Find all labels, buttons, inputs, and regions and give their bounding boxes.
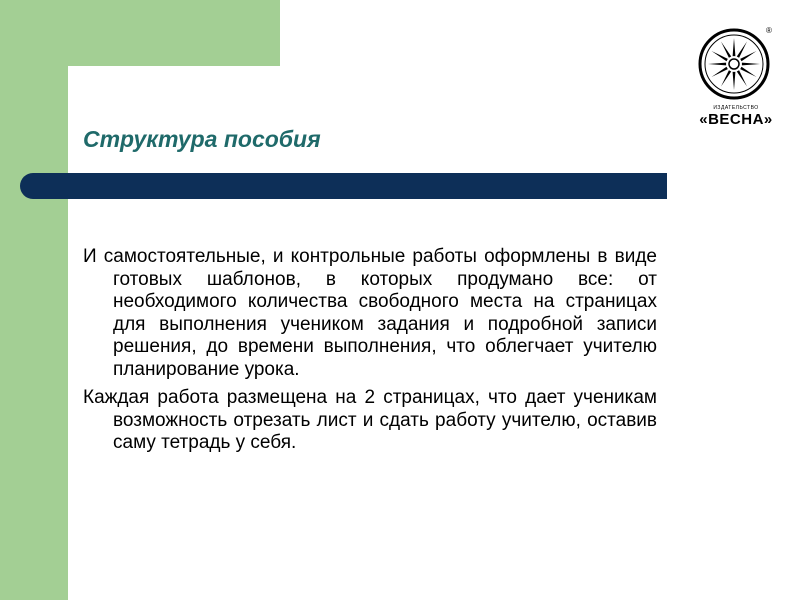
paragraph-1: И самостоятельные, и контрольные работы оформлены в виде готовых шаблонов, в которых продумано все: от необходимого количества свободного места на страницах для выполнения учеником задания и подробной записи решения, до времени выполнения, что облегчает учителю планирование урока. (83, 246, 657, 380)
slide-title: Структура пособия (83, 126, 321, 152)
publisher-logo (690, 26, 782, 130)
title-divider-bar (20, 173, 667, 199)
registered-mark: ® (766, 26, 772, 35)
green-top-block (68, 0, 280, 66)
paragraph-2: Каждая работа размещена на 2 страницах, что дает ученикам возможность отрезать лист и сдать работу учителю, оставив саму тетрадь у себя. (83, 387, 657, 453)
slide-body (83, 246, 657, 461)
logo-main-text: «ВЕСНА» (699, 111, 773, 128)
green-side-bar (0, 0, 68, 600)
logo-small-text: ИЗДАТЕЛЬСТВО (713, 105, 759, 111)
star-emblem-icon (690, 26, 782, 104)
